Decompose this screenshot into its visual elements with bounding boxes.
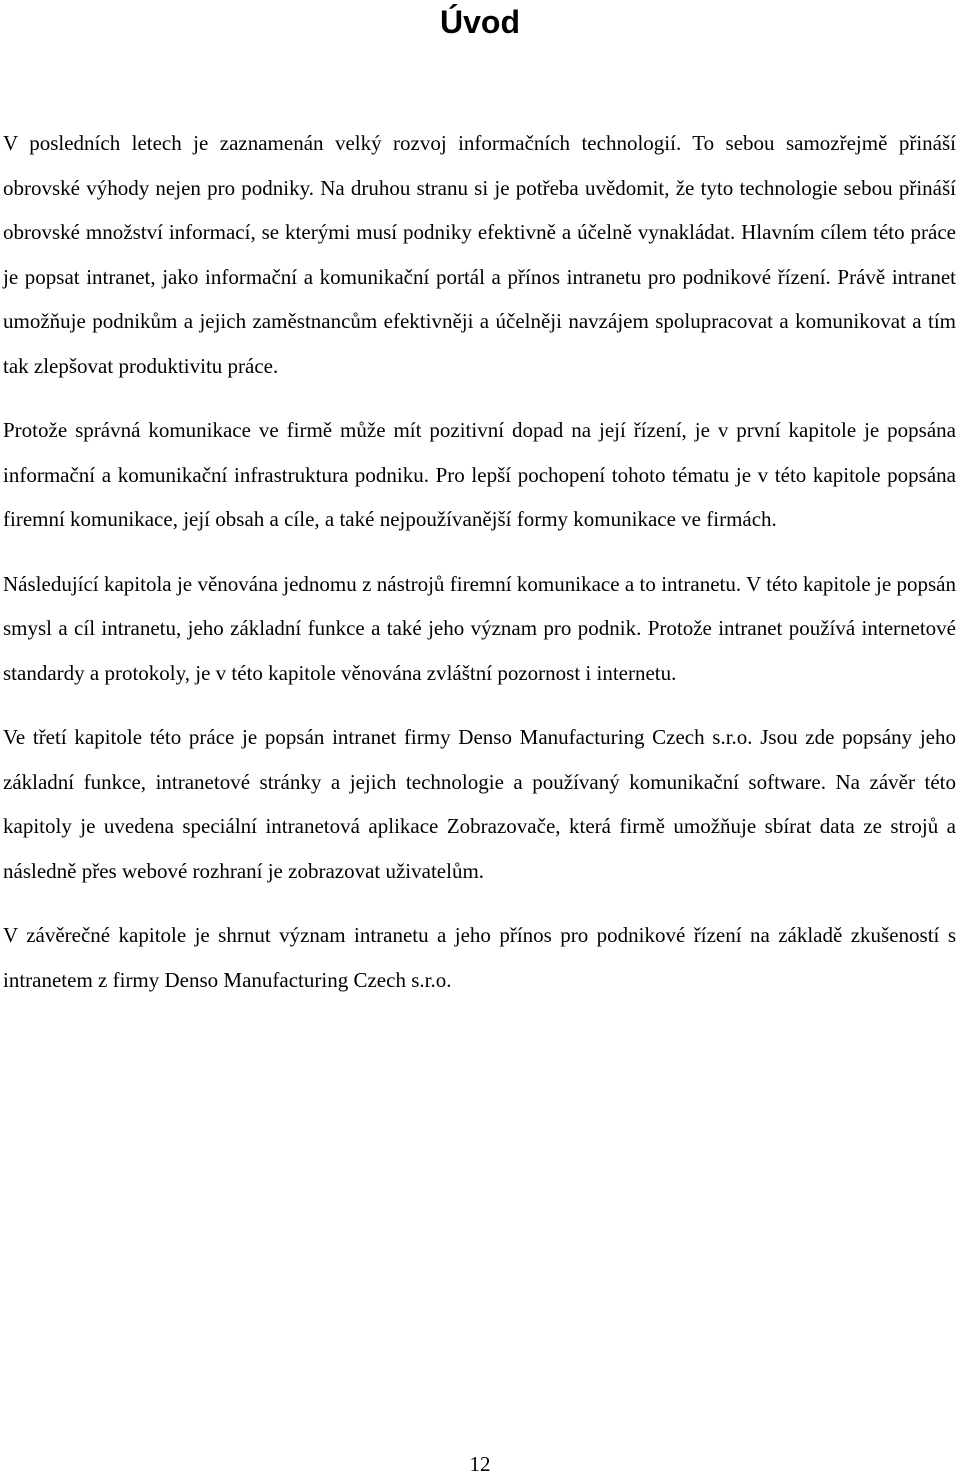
- page-title: Úvod: [440, 4, 520, 40]
- paragraph-intro: V posledních letech je zaznamenán velký rozvoj informačních technologií. To sebou samozřejmě přináší obrovské výhody nejen pro podniky. Na druhou stranu si je potřeba uvědomit, že tyto technologie sebou přináší obrovské množství informací, se kterými musí podniky efektivně a účelně vynakládat. Hlavním cílem této práce je popsat intranet, jako informační a komunikační portál a přínos intranetu pro podnikové řízení. Právě intranet umožňuje podnikům a jejich zaměstnancům efektivněji a účelněji navzájem spolupracovat a komunikovat a tím tak zlepšovat produktivitu práce.: [3, 131, 956, 378]
- paragraph-chapter-three: Ve třetí kapitole této práce je popsán intranet firmy Denso Manufacturing Czech s.r.o. Jsou zde popsány jeho základní funkce, intranetové stránky a jejich technologie a používaný komunikační software. Na závěr této kapitoly je uvedena speciální intranetová aplikace Zobrazovače, která firmě umožňuje sbírat data ze strojů a následně přes webové rozhraní je zobrazovat uživatelům.: [3, 725, 956, 883]
- paragraph-conclusion: V závěrečné kapitole je shrnut význam intranetu a jeho přínos pro podnikové řízení na základě zkušeností s intranetem z firmy Denso Manufacturing Czech s.r.o.: [3, 923, 956, 992]
- page-number: 12: [469, 1452, 491, 1476]
- body-text: [3, 121, 956, 1022]
- paragraph-chapter-one: Protože správná komunikace ve firmě může mít pozitivní dopad na její řízení, je v první kapitole je popsána informační a komunikační infrastruktura podniku. Pro lepší pochopení tohoto tématu je v této kapitole popsána firemní komunikace, její obsah a cíle, a také nejpoužívanější formy komunikace ve firmách.: [3, 418, 956, 531]
- paragraph-chapter-two: Následující kapitola je věnována jednomu z nástrojů firemní komunikace a to intranetu. V této kapitole je popsán smysl a cíl intranetu, jeho základní funkce a také jeho význam pro podnik. Protože intranet používá internetové standardy a protokoly, je v této kapitole věnována zvláštní pozornost i internetu.: [3, 571, 956, 685]
